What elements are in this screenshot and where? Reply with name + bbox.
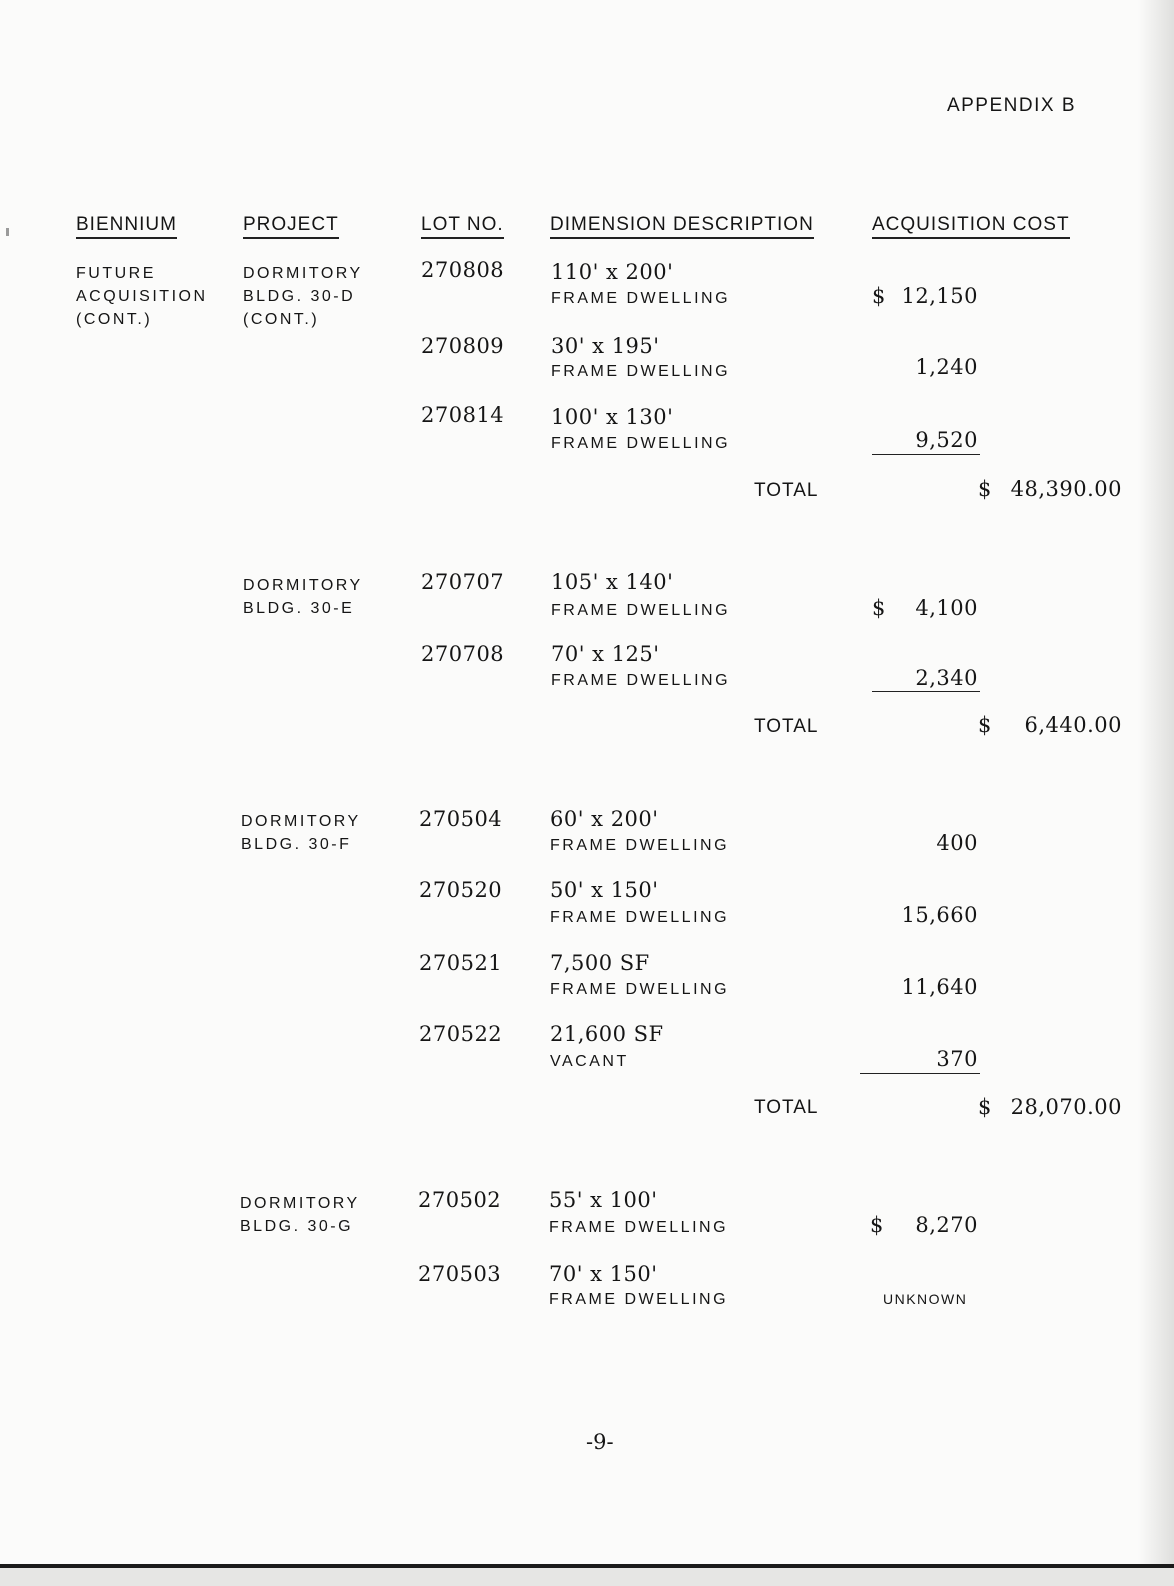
project-line: BLDG. 30-E <box>243 600 355 617</box>
dimension: 70' x 150' <box>549 1262 658 1286</box>
subtotal-underline <box>872 691 980 692</box>
biennium-cell <box>76 262 208 331</box>
binder-mark <box>6 228 9 236</box>
cost-value: 8,270 <box>915 1213 978 1237</box>
dimension: 110' x 200' <box>551 260 674 284</box>
total-label: TOTAL <box>754 716 819 737</box>
total-value: 28,070.00 <box>1010 1095 1122 1119</box>
project-line: BLDG. 30-D <box>243 288 356 305</box>
lot-number: 270503 <box>418 1262 502 1286</box>
dimension: 30' x 195' <box>551 334 660 358</box>
dimension: 21,600 SF <box>550 1022 664 1046</box>
appendix-label: APPENDIX B <box>946 95 1076 116</box>
project-cell <box>243 262 363 331</box>
description: FRAME DWELLING <box>550 837 730 854</box>
project-cell <box>243 574 363 620</box>
description: FRAME DWELLING <box>550 981 730 998</box>
description: FRAME DWELLING <box>551 672 731 689</box>
description: FRAME DWELLING <box>551 602 731 619</box>
description: FRAME DWELLING <box>551 290 731 307</box>
dimension: 70' x 125' <box>551 642 660 666</box>
lot-number: 270522 <box>419 1022 503 1046</box>
dimension: 100' x 130' <box>551 405 674 429</box>
project-line: DORMITORY <box>243 265 363 282</box>
description: FRAME DWELLING <box>551 363 731 380</box>
cost-value: 400 <box>936 831 978 855</box>
project-line: BLDG. 30-F <box>241 836 352 853</box>
lot-number: 270809 <box>421 334 505 358</box>
header-lot-no: LOT NO. <box>421 214 504 239</box>
biennium-line: ACQUISITION <box>76 288 208 305</box>
dimension: 60' x 200' <box>550 807 659 831</box>
dimension: 7,500 SF <box>550 951 650 975</box>
lot-number: 270504 <box>419 807 503 831</box>
project-line: DORMITORY <box>240 1195 360 1212</box>
header-project: PROJECT <box>243 214 339 239</box>
cost-value: 1,240 <box>915 355 978 379</box>
dollar-sign: $ <box>872 284 886 308</box>
total-label: TOTAL <box>754 480 819 501</box>
subtotal-underline <box>872 454 980 455</box>
subtotal-underline <box>860 1073 980 1074</box>
project-line: BLDG. 30-G <box>240 1218 354 1235</box>
cost-value: 9,520 <box>915 428 978 452</box>
dollar-sign: $ <box>978 1095 992 1119</box>
lot-number: 270814 <box>421 403 505 427</box>
dimension: 55' x 100' <box>549 1188 658 1212</box>
biennium-line: (CONT.) <box>76 311 153 328</box>
lot-number: 270520 <box>419 878 503 902</box>
header-acquisition-cost: ACQUISITION COST <box>872 214 1070 239</box>
total-label: TOTAL <box>754 1097 819 1118</box>
project-cell <box>241 810 361 856</box>
dollar-sign: $ <box>978 713 992 737</box>
dollar-sign: $ <box>872 596 886 620</box>
header-dimension-description: DIMENSION DESCRIPTION <box>550 214 814 239</box>
dimension: 105' x 140' <box>551 570 674 594</box>
cost-value: 12,150 <box>901 284 978 308</box>
dimension: 50' x 150' <box>550 878 659 902</box>
cost-value: 11,640 <box>901 975 978 999</box>
description: FRAME DWELLING <box>550 909 730 926</box>
page-number: -9- <box>586 1430 614 1454</box>
lot-number: 270502 <box>418 1188 502 1212</box>
dollar-sign: $ <box>978 477 992 501</box>
scan-bottom-edge <box>0 1568 1174 1586</box>
biennium-line: FUTURE <box>76 265 156 282</box>
cost-unknown: UNKNOWN <box>883 1291 968 1307</box>
cost-value: 4,100 <box>915 596 978 620</box>
cost-value: 370 <box>936 1047 978 1071</box>
description: VACANT <box>550 1053 629 1070</box>
project-line: DORMITORY <box>243 577 363 594</box>
description: FRAME DWELLING <box>549 1291 729 1308</box>
lot-number: 270708 <box>421 642 505 666</box>
project-line: (CONT.) <box>243 311 320 328</box>
lot-number: 270707 <box>421 570 505 594</box>
cost-value: 2,340 <box>915 666 978 690</box>
project-cell <box>240 1192 360 1238</box>
project-line: DORMITORY <box>241 813 361 830</box>
total-value: 6,440.00 <box>1024 713 1122 737</box>
dollar-sign: $ <box>870 1213 884 1237</box>
total-value: 48,390.00 <box>1010 477 1122 501</box>
lot-number: 270808 <box>421 258 505 282</box>
lot-number: 270521 <box>419 951 503 975</box>
page-edge-shadow <box>1138 0 1174 1586</box>
description: FRAME DWELLING <box>551 435 731 452</box>
header-biennium: BIENNIUM <box>76 214 177 239</box>
description: FRAME DWELLING <box>549 1219 729 1236</box>
cost-value: 15,660 <box>901 903 978 927</box>
